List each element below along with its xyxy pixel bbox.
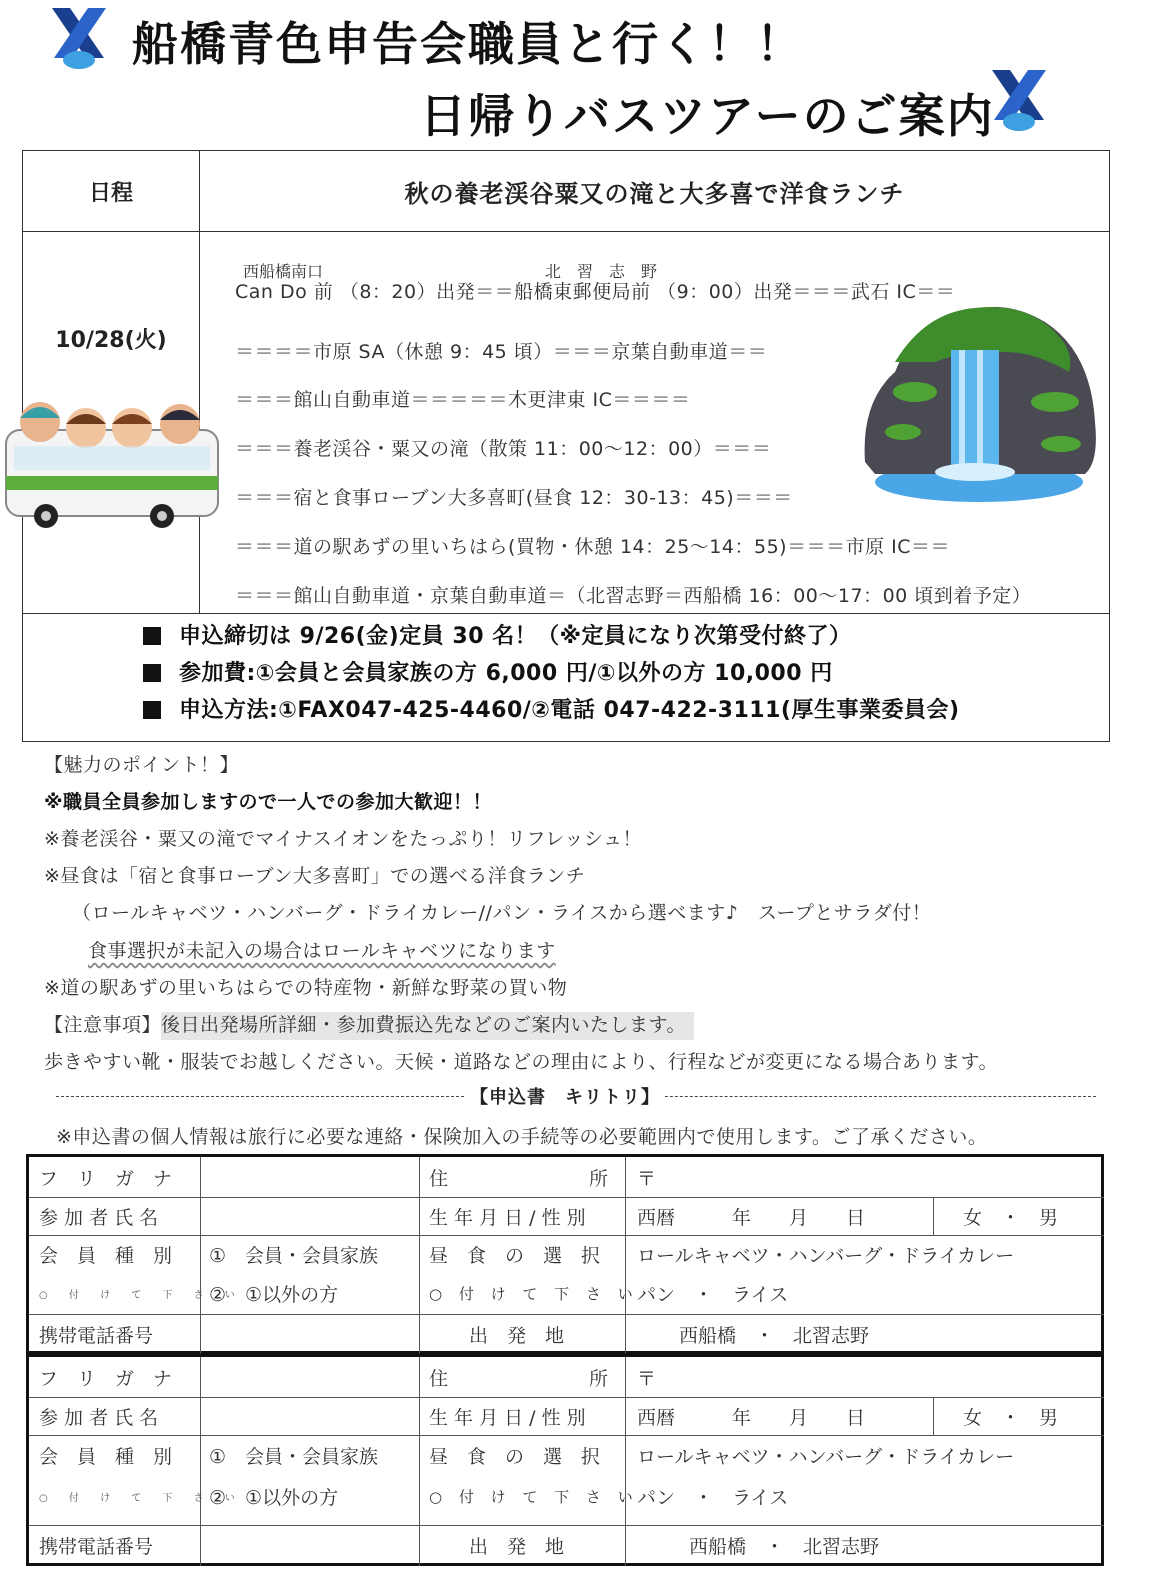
lunch-option-side[interactable]: パン ・ ライス bbox=[637, 1486, 789, 1509]
postal-mark: 〒 bbox=[637, 1167, 657, 1190]
address-label: 住 bbox=[429, 1167, 449, 1190]
lunch-label: 昼 食 の 選 択 bbox=[429, 1445, 601, 1468]
phone-label: 携帯電話番号 bbox=[39, 1324, 154, 1347]
route-line: ＝＝＝養老渓谷・粟又の滝（散策 11：00～12：00）＝＝＝ bbox=[235, 438, 772, 460]
member-type-note: ○ 付 け て 下 さ い bbox=[39, 1492, 244, 1504]
title-line-1: 船橋青色申告会職員と行く！！ bbox=[132, 17, 804, 71]
lunch-option-main[interactable]: ロールキャベツ・ハンバーグ・ドライカレー bbox=[637, 1244, 1015, 1267]
cut-line-label: 【申込書 キリトリ】 bbox=[466, 1083, 664, 1109]
route-line: ＝＝＝館山自動車道・京葉自動車道＝（北習志野＝西船橋 16：00～17：00 頃到着予定） bbox=[235, 585, 1032, 607]
address-label-2: 所 bbox=[589, 1167, 609, 1190]
point-lunch-detail: （ロールキャベツ・ハンバーグ・ドライカレー//パン・ライスから選べます♪ スープとサラダ付！ bbox=[72, 902, 932, 924]
member-option-1[interactable]: ① 会員・会員家族 bbox=[209, 1244, 379, 1267]
deadline-info: 申込締切は 9/26(金)定員 30 名！（※定員になり次第受付終了） bbox=[143, 619, 852, 650]
tour-date: 10/28(火) bbox=[55, 328, 167, 353]
welcome-note: ※職員全員参加しますので一人での参加大歓迎！！ bbox=[44, 791, 492, 813]
tour-name: 秋の養老渓谷粟又の滝と大多喜で洋食ランチ bbox=[404, 179, 905, 208]
postal-mark: 〒 bbox=[637, 1367, 657, 1390]
point-lunch-default: 食事選択が未記入の場合はロールキャベツになります bbox=[88, 940, 556, 962]
route-line: ＝＝＝＝市原 SA（休憩 9：45 頃）＝＝＝京葉自動車道＝＝ bbox=[235, 341, 768, 363]
route-line: ＝＝＝館山自動車道＝＝＝＝＝木更津東 IC＝＝＝＝ bbox=[235, 389, 691, 411]
schedule-label: 日程 bbox=[88, 180, 133, 206]
gender-choice[interactable]: 女 ・ 男 bbox=[963, 1406, 1059, 1429]
birth-label: 生 年 月 日 / 性 別 bbox=[429, 1406, 586, 1429]
route-ruby-kitanarashino: 北 習 志 野 bbox=[545, 262, 658, 281]
furigana-label: フ リ ガ ナ bbox=[39, 1167, 173, 1190]
name-label: 参 加 者 氏 名 bbox=[39, 1206, 159, 1229]
waterfall-illustration-icon bbox=[855, 292, 1103, 506]
fee-info: 参加費:①会員と会員家族の方 6,000 円/①以外の方 10,000 円 bbox=[143, 656, 833, 687]
phone-input[interactable] bbox=[209, 1316, 409, 1352]
route-ruby-nishifunabashi: 西船橋南口 bbox=[243, 262, 324, 281]
caution-note-2: 歩きやすい靴・服装でお越しください。天候・道路などの理由により、行程などが変更になる場合あります。 bbox=[44, 1051, 998, 1073]
application-form-2 bbox=[26, 1354, 1104, 1566]
privacy-note: ※申込書の個人情報は旅行に必要な連絡・保険加入の手続等の必要範囲内で使用します。ご了承ください。 bbox=[56, 1126, 988, 1148]
birth-field[interactable]: 西暦 年 月 日 bbox=[637, 1206, 866, 1229]
route-line: ＝＝＝道の駅あずの里いちはら(買物・休憩 14：25～14：55)＝＝＝市原 IC＝＝ bbox=[235, 536, 950, 558]
member-option-1[interactable]: ① 会員・会員家族 bbox=[209, 1445, 379, 1468]
member-type-label: 会 員 種 別 bbox=[39, 1445, 173, 1468]
title-line-2: 日帰りバスツアーのご案内 bbox=[420, 89, 995, 143]
lunch-option-main[interactable]: ロールキャベツ・ハンバーグ・ドライカレー bbox=[637, 1445, 1015, 1468]
points-heading: 【魅力のポイント！】 bbox=[44, 754, 240, 776]
route-line: ＝＝＝宿と食事ローブン大多喜町(昼食 12：30-13：45)＝＝＝ bbox=[235, 487, 793, 509]
association-logo-icon bbox=[984, 64, 1054, 130]
birth-field[interactable]: 西暦 年 月 日 bbox=[637, 1406, 866, 1429]
gender-choice[interactable]: 女 ・ 男 bbox=[963, 1206, 1059, 1229]
bus-illustration-icon bbox=[2, 400, 222, 530]
application-form-1 bbox=[26, 1154, 1104, 1354]
member-option-2[interactable]: ② ①以外の方 bbox=[209, 1486, 339, 1509]
member-type-note: ○ 付 け て 下 さ い bbox=[39, 1289, 244, 1301]
point-waterfall: ※養老渓谷・粟又の滝でマイナスイオンをたっぷり！リフレッシュ！ bbox=[44, 828, 643, 850]
address-label-2: 所 bbox=[589, 1367, 609, 1390]
application-method-info: 申込方法:①FAX047-425-4460/②電話 047-422-3111(厚生事業委員会) bbox=[143, 693, 960, 724]
depart-label: 出 発 地 bbox=[469, 1324, 565, 1347]
lunch-note: ○ 付 け て 下 さ い bbox=[429, 1487, 639, 1506]
lunch-note: ○ 付 け て 下 さ い bbox=[429, 1284, 639, 1303]
name-input[interactable] bbox=[209, 1399, 409, 1433]
member-option-2[interactable]: ② ①以外の方 bbox=[209, 1283, 339, 1306]
point-shopping: ※道の駅あずの里いちはらでの特産物・新鮮な野菜の買い物 bbox=[44, 977, 568, 999]
depart-choice[interactable]: 西船橋 ・ 北習志野 bbox=[679, 1324, 870, 1347]
route-line: Can Do 前 （8：20）出発＝＝船橋東郵便局前 （9：00）出発＝＝＝武石 IC＝＝ bbox=[235, 281, 956, 303]
lunch-label: 昼 食 の 選 択 bbox=[429, 1244, 601, 1267]
furigana-input[interactable] bbox=[209, 1359, 409, 1395]
association-logo-icon bbox=[44, 2, 114, 68]
member-type-label: 会 員 種 別 bbox=[39, 1244, 173, 1267]
depart-label: 出 発 地 bbox=[469, 1535, 565, 1558]
birth-label: 生 年 月 日 / 性 別 bbox=[429, 1206, 586, 1229]
point-lunch: ※昼食は「宿と食事ローブン大多喜町」での選べる洋食ランチ bbox=[44, 865, 586, 887]
cut-line bbox=[56, 1086, 1096, 1106]
phone-input[interactable] bbox=[209, 1527, 409, 1563]
lunch-option-side[interactable]: パン ・ ライス bbox=[637, 1283, 789, 1306]
name-input[interactable] bbox=[209, 1199, 409, 1233]
name-label: 参 加 者 氏 名 bbox=[39, 1406, 159, 1429]
phone-label: 携帯電話番号 bbox=[39, 1535, 154, 1558]
depart-choice[interactable]: 西船橋 ・ 北習志野 bbox=[689, 1535, 880, 1558]
furigana-label: フ リ ガ ナ bbox=[39, 1367, 173, 1390]
furigana-input[interactable] bbox=[209, 1159, 409, 1195]
address-label: 住 bbox=[429, 1367, 449, 1390]
caution-note: 【注意事項】後日出発場所詳細・参加費振込先などのご案内いたします。 bbox=[44, 1010, 694, 1037]
